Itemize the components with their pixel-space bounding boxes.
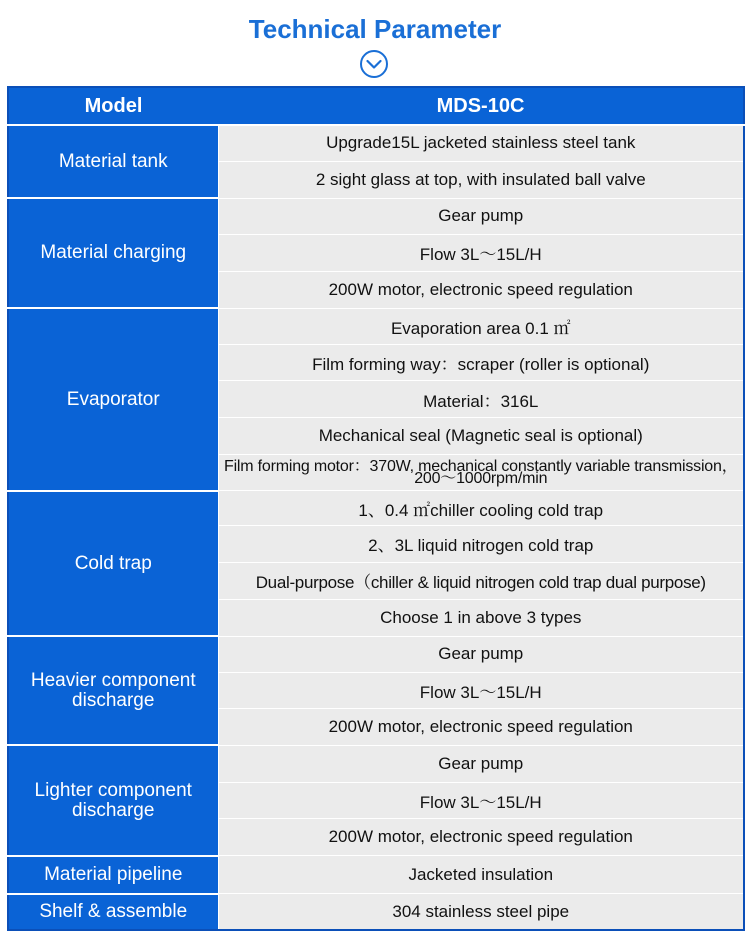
spec-value: Flow 3L～15L/H (218, 234, 744, 271)
category-lighter-component-discharge: Lighter component discharge (8, 745, 218, 855)
category-material-tank: Material tank (8, 125, 218, 198)
spec-value: Gear pump (218, 745, 744, 782)
chevron-down-circle-icon (359, 49, 389, 79)
spec-table (7, 86, 745, 931)
table-row (8, 894, 744, 930)
table-row (8, 308, 744, 344)
spec-value: 200W motor, electronic speed regulation (218, 819, 744, 856)
spec-value: 304 stainless steel pipe (218, 894, 744, 930)
spec-value: Film forming motor：370W, mechanical constantly variable transmission，200～1000rpm/min (218, 455, 744, 491)
spec-value: Flow 3L～15L/H (218, 782, 744, 818)
spec-value: Mechanical seal (Magnetic seal is optional) (218, 418, 744, 455)
category-material-pipeline: Material pipeline (8, 856, 218, 894)
spec-value: Dual-purpose（chiller & liquid nitrogen cold trap dual purpose) (218, 562, 744, 599)
spec-value: Choose 1 in above 3 types (218, 599, 744, 636)
category-shelf-assemble: Shelf & assemble (8, 894, 218, 930)
spec-value: 200W motor, electronic speed regulation (218, 708, 744, 745)
table-row (8, 491, 744, 526)
spec-value: Evaporation area 0.1 ㎡ (218, 308, 744, 344)
table-row (8, 198, 744, 234)
table-row (8, 636, 744, 672)
spec-value: 2、3L liquid nitrogen cold trap (218, 526, 744, 562)
category-heavier-component-discharge: Heavier component discharge (8, 636, 218, 745)
spec-value: 2 sight glass at top, with insulated ball valve (218, 161, 744, 198)
page-title: Technical Parameter (248, 14, 502, 44)
spec-value: Gear pump (218, 198, 744, 234)
category-material-charging: Material charging (8, 198, 218, 308)
category-cold-trap: Cold trap (8, 491, 218, 636)
table-row (8, 856, 744, 894)
model-value: MDS-10C (218, 87, 744, 125)
category-evaporator: Evaporator (8, 308, 218, 490)
table-row (8, 125, 744, 161)
spec-value: Film forming way：scraper (roller is optional) (218, 345, 744, 381)
spec-value: Gear pump (218, 636, 744, 672)
spec-value: Upgrade15L jacketed stainless steel tank (218, 125, 744, 161)
spec-value: Material：316L (218, 381, 744, 418)
model-label: Model (8, 87, 218, 125)
table-row (8, 745, 744, 782)
spec-value: Jacketed insulation (218, 856, 744, 894)
spec-value: 200W motor, electronic speed regulation (218, 271, 744, 308)
spec-value: Flow 3L～15L/H (218, 672, 744, 708)
spec-value: 1、0.4 ㎡chiller cooling cold trap (218, 491, 744, 526)
table-header-row (8, 87, 744, 125)
